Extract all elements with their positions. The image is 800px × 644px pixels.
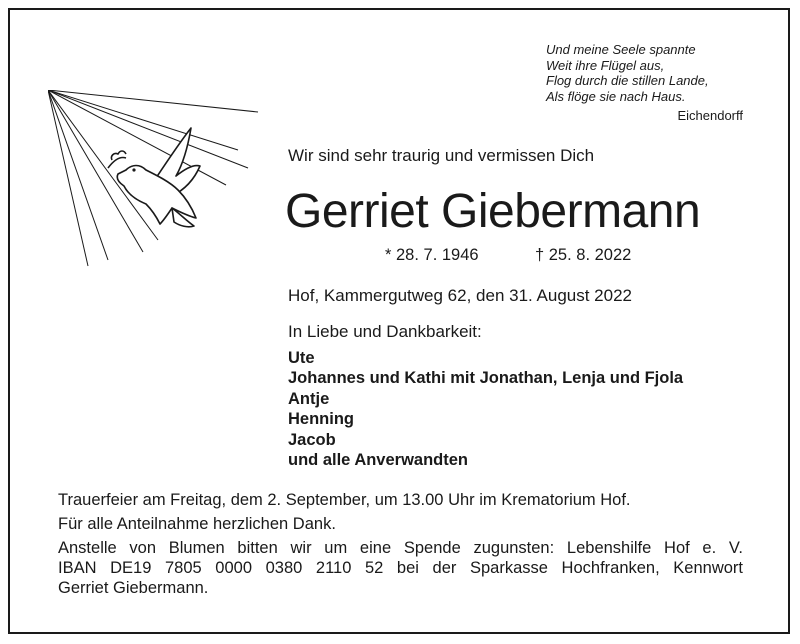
mourner: und alle Anverwandten xyxy=(288,451,469,470)
deceased-name: Gerriet Giebermann xyxy=(285,185,701,238)
poem-line: Flog durch die stillen Lande, xyxy=(546,73,709,88)
funeral-info: Trauerfeier am Freitag, dem 2. September, um 13.00 Uhr im Krematorium Hof. xyxy=(58,491,631,509)
place-date: Hof, Kammergutweg 62, den 31. August 2022 xyxy=(288,286,633,305)
poem-line: Weit ihre Flügel aus, xyxy=(546,57,665,73)
poem xyxy=(546,42,746,104)
birth-date: * 28. 7. 1946 xyxy=(385,246,479,264)
death-date: † 25. 8. 2022 xyxy=(535,246,632,264)
poem-line: Und meine Seele spannte xyxy=(546,42,696,57)
mourner: Jacob xyxy=(288,430,336,449)
donation-line-3: Gerriet Giebermann. xyxy=(58,579,209,597)
dove-with-rays-icon xyxy=(48,90,268,270)
mourner: Antje xyxy=(288,389,330,408)
donation-line-2: IBAN DE19 7805 0000 0380 2110 52 bei der Sparkasse Hochfranken, Kennwort xyxy=(58,559,743,577)
thanks-heading: In Liebe und Dankbarkeit: xyxy=(288,322,482,341)
donation-line-1: Anstelle von Blumen bitten wir um eine Spende zugunsten: Lebenshilfe Hof e. V. xyxy=(58,539,743,557)
poem-author: Eichendorff xyxy=(677,108,743,123)
mourner: Johannes und Kathi mit Jonathan, Lenja und Fjola xyxy=(288,369,684,388)
mourner: Ute xyxy=(288,349,315,367)
mourner: Henning xyxy=(288,410,354,429)
intro-text: Wir sind sehr traurig und vermissen Dich xyxy=(288,146,595,165)
footer-text xyxy=(58,490,743,598)
mourners-list xyxy=(288,348,683,470)
poem-line: Als flöge sie nach Haus. xyxy=(546,88,686,104)
gratitude-note: Für alle Anteilnahme herzlichen Dank. xyxy=(58,515,336,533)
